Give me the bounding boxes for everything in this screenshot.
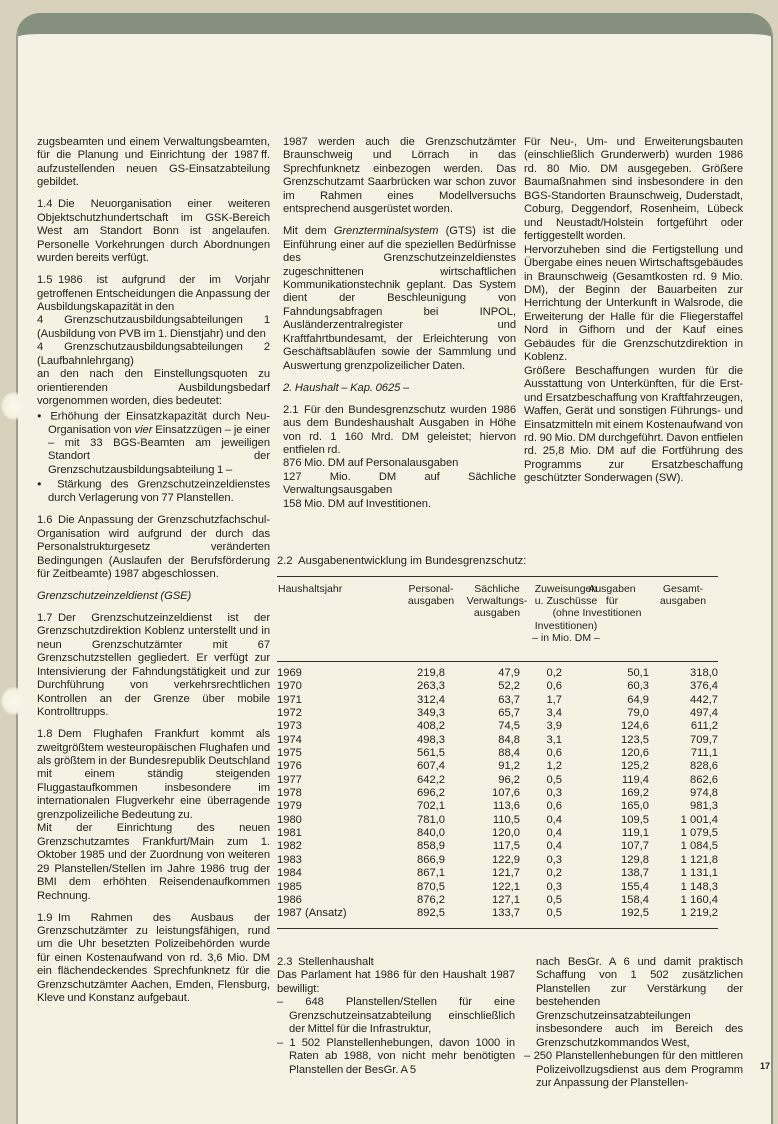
cell-value: 107,6 (492, 787, 520, 800)
cell-year: 1977 (277, 773, 302, 786)
table-row (277, 680, 718, 693)
paragraph-1-5-line: 4 Grenzschutzausbildungsabteilungen 2 (Laufbahnlehrgang) (37, 341, 270, 367)
bottom-left-column (277, 956, 515, 1077)
cell-value: 696,2 (417, 787, 445, 800)
cell-value: 408,2 (417, 720, 445, 733)
cell-value: 107,7 (621, 840, 649, 853)
paragraph-2-1-line: 158 Mio. DM auf Investitionen. (283, 497, 432, 510)
cell-value: 1 084,5 (680, 840, 718, 853)
table-row (277, 894, 718, 907)
cell-value: 0,3 (546, 853, 562, 866)
paragraph-parlament: Das Parlament hat 1986 für den Haushalt 1987 bewilligt: (277, 969, 515, 995)
cell-value: 607,4 (417, 760, 445, 773)
cell-value: 125,2 (621, 760, 649, 773)
list-marker: – (277, 996, 284, 1009)
table-row (277, 760, 718, 773)
cell-value: 0,4 (546, 827, 562, 840)
table-body (277, 662, 718, 928)
cell-year: 1969 (277, 667, 302, 679)
cell-value: 64,9 (627, 693, 649, 706)
cell-value: 129,8 (621, 853, 649, 866)
cell-value: 1,2 (546, 760, 562, 773)
left-column (37, 136, 270, 1006)
cell-year: 1986 (277, 893, 302, 906)
cell-value: 165,0 (621, 800, 649, 813)
cell-year: 1975 (277, 747, 302, 760)
expenditure-table (277, 576, 718, 929)
table-column-header: Sächliche Verwaltungs- ausgaben (466, 583, 528, 620)
cell-value: 88,4 (498, 747, 520, 760)
cell-value: 0,5 (546, 893, 562, 906)
list-item-continuation: nach BesGr. A 6 und damit praktisch Schaffung von 1 502 zusätzlichen Planstellen zur Verstärkung der bestehenden Grenzschutzeinsatzabteilungen insbesondere auch im Bereich des Grenzschutzkommandos West, (536, 956, 743, 1049)
table-row (277, 734, 718, 747)
cell-value: 60,3 (627, 680, 649, 693)
cell-value: 219,8 (417, 667, 445, 679)
paragraph-1-5-line: 4 Grenzschutzausbildungsabteilungen 1 (Ausbildung von PVB im 1. Dienstjahr) und den (37, 314, 270, 340)
cell-value: 0,4 (546, 813, 562, 826)
cell-value: 113,6 (492, 800, 520, 813)
cell-value: 561,5 (417, 747, 445, 760)
paragraph-1-8b: Mit der Einrichtung des neuen Grenzschutzamtes Frankfurt/Main zum 1. Oktober 1985 und der Zuordnung von weiteren 29 Planstellen/Stellen im Jahre 1986 trug der BMI dem erhöhten Reisendenaufkommen Rechnung. (37, 822, 270, 902)
table-row (277, 800, 718, 813)
paragraph-bauten: Für Neu-, Um- und Erweiterungsbauten (einschließlich Grunderwerb) wurden 1986 rd. 80 Mio. DM ausgegeben. Größere Baumaßnahmen sind insbesondere in den BGS-Standorten Braunschweig, Duderstadt, Coburg, Deggendorf, Rosenheim, Lübeck und Neustadt/Holstein fortgeführt oder fertiggestellt worden. (524, 136, 743, 243)
cell-value: 702,1 (417, 800, 445, 813)
paragraph-2-1-line: 876 Mio. DM auf Personalausgaben (283, 457, 459, 470)
cell-value: 122,9 (492, 853, 520, 866)
paragraph-1-6: 1.6 Die Anpassung der Grenzschutzfachschul-Organisation wird aufgrund der durch das Personalstrukturgesetz veränderten Bedingungen (Auslaufen der Berufsförderung für Zeitbeamte) 1987 abgeschlossen. (37, 514, 270, 581)
list-marker: ● (37, 479, 48, 489)
cell-value: 50,1 (627, 667, 649, 679)
cell-value: 840,0 (417, 827, 445, 840)
table-column-header: Zuweisungen u. Zuschüsse (ohne Investitionen) – in Mio. DM – (532, 583, 600, 644)
cell-value: 0,5 (546, 773, 562, 786)
list-item: ● Erhöhung der Einsatzkapazität durch Neu-Organisation von vier Einsatzzügen – je einer – mit 33 BGS-Beamten am jeweiligen Standort der Grenzschutzausbildungsabteilung 1 – (37, 410, 270, 476)
cell-value: 169,2 (621, 787, 649, 800)
cell-value: 1 148,3 (680, 880, 718, 893)
cell-year: 1973 (277, 720, 302, 733)
cell-value: 110,5 (492, 813, 520, 826)
cell-value: 376,4 (690, 680, 718, 693)
cell-value: 862,6 (690, 773, 718, 786)
cell-value: 124,6 (621, 720, 649, 733)
table-heading: 2.2 Ausgabenentwicklung im Bundesgrenzschutz: (277, 555, 527, 567)
punch-hole-bottom (1, 687, 27, 715)
cell-value: 711,1 (690, 747, 718, 760)
cell-value: 349,3 (417, 707, 445, 720)
cell-year: 1979 (277, 800, 302, 813)
cell-year: 1971 (277, 693, 302, 706)
paragraph-gts: Mit dem Grenzterminalsystem (GTS) ist die Einführung einer auf die speziellen Bedürfnisse des Grenzschutzeinzeldienstes zugeschnittenen wirtschaftlichen Kommunikationstechnik geplant. Das System dient der Beschleunigung von Fahndungsabfragen bei INPOL, Ausländerzentralregister und Kraftfahrtbundesamt, der Erleichterung von Geschäftsabläufen sowie der Sammlung und Auswertung grenzpolizeilicher Daten. (283, 225, 516, 372)
table-row (277, 827, 718, 840)
table-rule-bottom (277, 928, 718, 929)
cell-value: 120,0 (492, 827, 520, 840)
cell-value: 109,5 (621, 813, 649, 826)
cell-value: 1 131,1 (680, 867, 718, 880)
cell-value: 781,0 (417, 813, 445, 826)
section-heading-gse: Grenzschutzeinzeldienst (GSE) (37, 590, 192, 603)
cell-value: 133,7 (492, 907, 520, 920)
page-number: 17 (759, 1061, 770, 1071)
cell-value: 47,9 (498, 667, 520, 679)
cell-value: 192,5 (621, 907, 649, 920)
cell-value: 709,7 (690, 733, 718, 746)
cell-value: 127,1 (492, 893, 520, 906)
cell-year: 1972 (277, 707, 302, 720)
cell-value: 1 079,5 (680, 827, 718, 840)
bullet-list (37, 409, 270, 506)
cell-value: 155,4 (621, 880, 649, 893)
cell-year: 1970 (277, 680, 302, 693)
cell-value: 79,0 (627, 707, 649, 720)
cell-value: 858,9 (417, 840, 445, 853)
cell-value: 138,7 (621, 867, 649, 880)
cell-value: 3,1 (546, 733, 562, 746)
paragraph-1-4: 1.4 Die Neuorganisation einer weiteren Objektschutzhundertschaft im GSK-Bereich West am Standort Bonn ist angelaufen. Personelle Vorkehrungen durch Abordnungen wurden bereits verfügt. (37, 198, 270, 265)
right-column (524, 136, 743, 486)
list-item: – 1 502 Planstellenhebungen, davon 1000 in Raten ab 1988, von nicht mehr benötigten Planstellen der BesGr. A 5 (277, 1036, 515, 1076)
punch-hole-top (1, 392, 27, 420)
cell-value: 0,5 (546, 907, 562, 920)
cell-value: 119,4 (621, 773, 649, 786)
list-item: ● Stärkung des Grenzschutzeinzeldienstes durch Verlagerung von 77 Planstellen. (37, 478, 270, 505)
table-row (277, 774, 718, 787)
cell-value: 312,4 (417, 693, 445, 706)
table-column-header: Ausgaben für Investitionen (582, 583, 642, 620)
paragraph-1-5-line: an den nach den Einstellungsquoten zu orientierenden Ausbildungsbedarf vorgenommen worden, dies bedeutet: (37, 368, 270, 408)
cell-value: 0,2 (546, 867, 562, 880)
cell-value: 892,5 (417, 907, 445, 920)
table-row (277, 667, 718, 680)
table-row (277, 720, 718, 733)
table-row (277, 907, 718, 920)
cell-value: 117,5 (492, 840, 520, 853)
list-marker: – (277, 1036, 284, 1049)
list-marker: ● (37, 410, 45, 420)
cell-year: 1978 (277, 787, 302, 800)
cell-value: 0,6 (546, 680, 562, 693)
cell-value: 119,1 (621, 827, 649, 840)
cell-value: 63,7 (498, 693, 520, 706)
cell-value: 1 001,4 (680, 813, 718, 826)
cell-value: 1 160,4 (680, 893, 718, 906)
list-marker: – (524, 1050, 531, 1063)
cell-year: 1980 (277, 813, 302, 826)
table-row (277, 881, 718, 894)
table-row (277, 867, 718, 880)
cell-year: 1983 (277, 853, 302, 866)
paragraph-2-1-line: 127 Mio. DM auf Sächliche Verwaltungsausgaben (283, 470, 516, 497)
cell-value: 0,3 (546, 880, 562, 893)
paragraph-1-7: 1.7 Der Grenzschutzeinzeldienst ist der Grenzschutzdirektion Koblenz unterstellt und in neun Grenzschutzämter mit 67 Grenzschutzstellen gegliedert. Er verfügt zur Intensivierung der Fahndungstätigkeit und zur Durchführung von verkehrsrechtlichen Kontrollen an der Grenze über mobile Kontrolltrupps. (37, 612, 270, 719)
cell-value: 121,7 (492, 867, 520, 880)
cell-value: 642,2 (417, 773, 445, 786)
table-row (277, 840, 718, 853)
cell-value: 3,9 (546, 720, 562, 733)
cell-value: 65,7 (498, 707, 520, 720)
paragraph-intro: zugsbeamten und einem Verwaltungsbeamten, für die Planung und Einrichtung der 1987 ff. aufzustellenden neuen GS-Einsatzabteilung gebildet. (37, 136, 270, 189)
list-item: – 250 Planstellenhebungen für den mittleren Polizeivollzugsdienst aus dem Programm zur Anpassung der Planstellen- (524, 1050, 743, 1090)
paragraph-2-1: 2.1 Für den Bundesgrenzschutz wurden 1986 aus dem Bundeshaushalt Ausgaben in Höhe von rd. 1 160 Mrd. DM geleistet; hiervon entfielen rd. (283, 403, 516, 457)
cell-value: 1 219,2 (680, 907, 718, 920)
table-column-header: Haushaltsjahr (278, 583, 343, 595)
cell-year: 1985 (277, 880, 302, 893)
table-row (277, 707, 718, 720)
table-row (277, 787, 718, 800)
cell-value: 3,4 (546, 707, 562, 720)
cell-value: 52,2 (498, 680, 520, 693)
section-heading-haushalt: 2. Haushalt – Kap. 0625 – (283, 381, 410, 394)
cell-value: 123,5 (621, 733, 649, 746)
table-column-header: Personal- ausgaben (407, 583, 455, 608)
middle-column (283, 136, 516, 511)
cell-value: 263,3 (417, 680, 445, 693)
cell-year: 1981 (277, 827, 302, 840)
cell-value: 318,0 (690, 667, 718, 679)
cell-value: 828,6 (690, 760, 718, 773)
cell-value: 96,2 (498, 773, 520, 786)
cell-value: 867,1 (417, 867, 445, 880)
list-item: – 648 Planstellen/Stellen für eine Grenzschutzeinsatzabteilung einschließlich der Mittel für die Infrastruktur, (277, 996, 515, 1036)
cell-value: 1,7 (546, 693, 562, 706)
cell-year: 1974 (277, 733, 302, 746)
cell-value: 74,5 (498, 720, 520, 733)
cell-value: 981,3 (690, 800, 718, 813)
cell-year: 1976 (277, 760, 302, 773)
cell-value: 498,3 (417, 733, 445, 746)
cell-value: 611,2 (690, 720, 718, 733)
cell-value: 0,6 (546, 747, 562, 760)
paragraph-1-9: 1.9 Im Rahmen des Ausbaus der Grenzschutzämter zu leistungsfähigen, rund um die Uhr besetzten Polizeibehörden wurde für einen Kostenaufwand von rd. 3,6 Mio. DM ein flächendeckendes Sprechfunknetz für die Grenzschutzämter Aachen, Emden, Flensburg, Kleve und Konstanz aufgebaut. (37, 911, 270, 1005)
dash-list (277, 996, 515, 1077)
cell-value: 876,2 (417, 893, 445, 906)
paragraph-beschaffungen: Größere Beschaffungen wurden für die Ausstattung von Unterkünften, für die Erst- und Ersatzbeschaffung von Kraftfahrzeugen, Waffen, Gerät und sonstigen Führungs- und Einsatzmitteln mit einem Kostenaufwand von rd. 90 Mio. DM durchgeführt. Davon entfielen rd. 25,8 Mio. DM auf die Fortführung des Programms zur Ersatzbeschaffung geschützter Sonderwagen (SW). (524, 364, 743, 485)
cell-value: 870,5 (417, 880, 445, 893)
cell-value: 974,8 (690, 787, 718, 800)
section-heading-2-3: 2.3 Stellenhaushalt (277, 956, 374, 968)
cell-year: 1987 (Ansatz) (277, 907, 347, 920)
cell-value: 866,9 (417, 853, 445, 866)
cell-value: 497,4 (690, 707, 718, 720)
cell-value: 91,2 (498, 760, 520, 773)
cell-value: 0,4 (546, 840, 562, 853)
paragraph-1-5: 1.5 1986 ist aufgrund der im Vorjahr getroffenen Entscheidungen die Anpassung der Ausbildungskapazität in den (37, 274, 270, 313)
paragraph-fertigstellung: Hervorzuheben sind die Fertigstellung und Übergabe eines neuen Wirtschaftsgebäudes in Braunschweig (Gesamtkosten rd. 9 Mio. DM), der Beginn der Bauarbeiten zur Herrichtung der Unterkunft in Walsrode, die Erweiterung der Halle für die Fliegerstaffel Nord in Gifhorn und der Kauf eines Gebäudes für die Grenzschutzdirektion in Koblenz. (524, 243, 743, 364)
table-row (277, 814, 718, 827)
cell-value: 84,8 (498, 733, 520, 746)
cell-value: 0,6 (546, 800, 562, 813)
table-column-header: Gesamt- ausgaben (659, 583, 707, 608)
table-row (277, 694, 718, 707)
table-row (277, 747, 718, 760)
dash-list (524, 1050, 743, 1090)
bottom-right-column (524, 956, 743, 1091)
cell-value: 0,2 (546, 667, 562, 679)
cell-year: 1984 (277, 867, 302, 880)
cell-value: 0,3 (546, 787, 562, 800)
paragraph-funknetz: 1987 werden auch die Grenzschutzämter Braunschweig und Lörrach in das Sprechfunknetz einbezogen werden. Das Grenzschutzamt Saarbrücken war schon zuvor im Rahmen eines Modellversuchs entsprechend ausgerüstet worden. (283, 136, 516, 216)
cell-value: 442,7 (690, 693, 718, 706)
cell-year: 1982 (277, 840, 302, 853)
table-row (277, 854, 718, 867)
cell-value: 158,4 (621, 893, 649, 906)
cell-value: 122,1 (492, 880, 520, 893)
cell-value: 1 121,8 (680, 853, 718, 866)
cell-value: 120,6 (621, 747, 649, 760)
paragraph-1-8: 1.8 Dem Flughafen Frankfurt kommt als zweitgrößtem westeuropäischen Flughafen und als größtem in der Bundesrepublik Deutschland mit einem ständig steigenden Fluggastaufkommen insbesondere im internationalen Flugverkehr eine überragende grenzpolizeiliche Bedeutung zu. (37, 728, 270, 821)
table-header-row (277, 577, 718, 661)
